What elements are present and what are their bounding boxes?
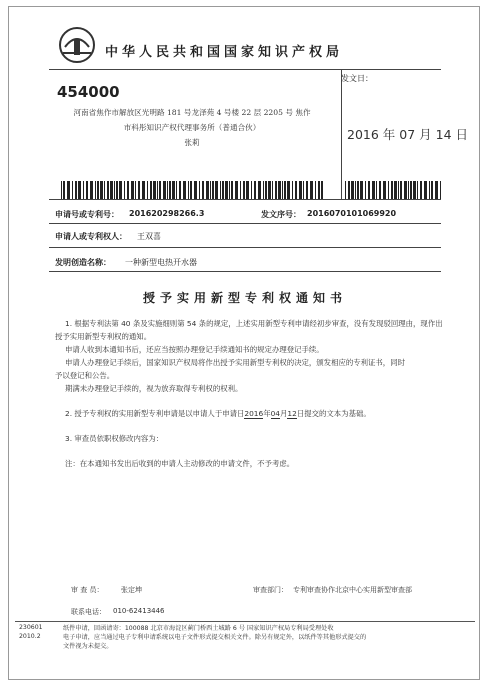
- address-line-2: 市科彤知识产权代理事务所（普通合伙）: [123, 123, 261, 132]
- document-page: [8, 6, 480, 680]
- footer-notice-1: 纸件申请，回函请寄：100088 北京市海淀区蓟门桥西土城路 6 号 国家知识产权局专利局受理处收: [63, 625, 334, 632]
- fields-top-rule: [49, 199, 441, 200]
- address-line-1: 河南省焦作市解放区光明路 181 号龙泽苑 4 号楼 22 层 2205 号 焦作: [73, 108, 311, 117]
- office-title: 中华人民共和国国家知识产权局: [105, 45, 344, 60]
- fields-rule-2: [49, 247, 441, 248]
- app-no-value: 201620298266.3: [129, 209, 205, 218]
- footer-rule: [15, 621, 475, 622]
- postcode: 454000: [57, 83, 120, 101]
- para-1b: 授予实用新型专利权的通知。: [55, 332, 152, 341]
- send-date-value: 2016 年 07 月 14 日: [347, 127, 468, 142]
- form-code: 230601: [19, 624, 43, 631]
- dept-label: 审查部门：: [253, 586, 288, 594]
- fields-rule-1: [49, 223, 441, 224]
- barcode-right-icon: [345, 181, 441, 199]
- para-1d: 申请人办理登记手续后，国家知识产权局将作出授予实用新型专利权的决定，颁发相应的专利证书，同时: [65, 358, 405, 367]
- footer-notice-2: 电子申请，应当通过电子专利申请系统以电子文件形式提交相关文件。除另有规定外，以纸件等其他形式提交的: [63, 634, 367, 641]
- applicant-value: 王双喜: [137, 232, 161, 241]
- para-3: 3. 审查员依职权修改内容为：: [65, 434, 164, 443]
- doc-no-label: 发文序号：: [261, 210, 301, 219]
- footer-notice: [63, 624, 473, 651]
- address-divider: [341, 69, 342, 199]
- para-1e: 予以登记和公告。: [55, 371, 115, 380]
- fields-bottom-rule: [49, 271, 441, 272]
- phone-value: 010-62413446: [113, 607, 165, 615]
- app-no-label: 申请号或专利号：: [55, 210, 119, 219]
- doc-no-value: 2016070101069920: [307, 209, 397, 218]
- filing-day: 12: [287, 409, 297, 418]
- para-1a: 1. 根据专利法第 40 条及实施细则第 54 条的规定，上述实用新型专利申请经初步审查，没有发现驳回理由，现作出: [65, 319, 443, 328]
- notice-title: 授予实用新型专利权通知书: [142, 291, 347, 305]
- para-2: 2. 授予专利权的实用新型专利申请是以申请人于申请日2016年04月12日提交的文本为基础。: [65, 409, 371, 418]
- invention-value: 一种新型电热开水器: [125, 258, 197, 267]
- para-1f: 期满未办理登记手续的，视为放弃取得专利权的权利。: [65, 384, 243, 393]
- filing-year: 2016: [244, 409, 264, 418]
- header-rule: [49, 69, 441, 70]
- filing-month: 04: [270, 409, 281, 418]
- phone-label: 联系电话：: [71, 608, 106, 616]
- para-1c: 申请人收到本通知书后，还应当按照办理登记手续通知书的规定办理登记手续。: [65, 345, 324, 354]
- examiner-label: 审 查 员：: [71, 586, 104, 594]
- invention-label: 发明创造名称：: [55, 258, 111, 267]
- applicant-label: 申请人或专利权人：: [55, 232, 127, 241]
- note: 注：在本通知书发出后收到的申请人主动修改的申请文件，不予考虑。: [65, 459, 295, 468]
- recipient-address: [61, 105, 323, 150]
- examiner-value: 张定坤: [121, 586, 142, 594]
- form-version: 2010.2: [19, 633, 41, 640]
- recipient-name: 张莉: [184, 138, 200, 147]
- notice-body: [55, 317, 445, 470]
- cnipa-logo-icon: [57, 25, 97, 65]
- send-date-label: 发文日：: [341, 74, 373, 83]
- barcode-left-icon: [61, 181, 323, 199]
- footer-notice-3: 文件视为未提交。: [63, 643, 113, 650]
- dept-value: 专利审查协作北京中心实用新型审查部: [293, 586, 412, 594]
